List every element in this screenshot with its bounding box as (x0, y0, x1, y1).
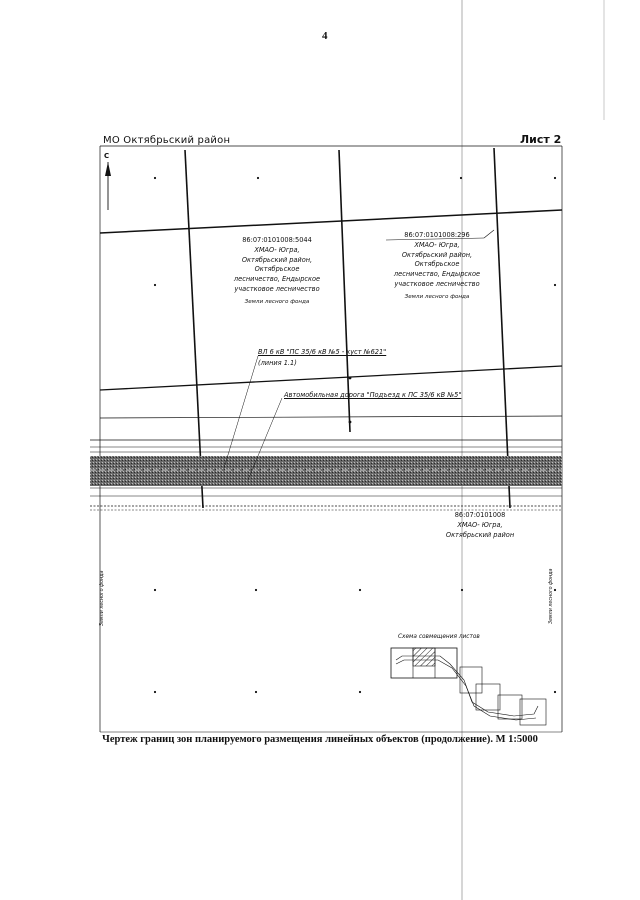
land-category-vertical-left: Земли лесного фонда (100, 570, 105, 626)
parcel-number: 86:07:0101008:5044 (242, 236, 312, 244)
quarter-label (432, 511, 528, 540)
parcel-number: 86:07:0101008:296 (404, 231, 470, 239)
boundary-line-mid (100, 366, 562, 390)
north-letter: С (104, 152, 110, 160)
parcel-address-line: лесничество, Ендырское (233, 275, 321, 284)
boundary-line-top (100, 210, 562, 233)
quarter-number: 86:07:0101008 (454, 511, 506, 519)
region-title: МО Октябрьский район (103, 135, 231, 146)
page-number: 4 (322, 30, 328, 42)
quarter-line-1 (185, 150, 203, 508)
parcel-label-296 (378, 231, 496, 303)
sheet-scheme-title: Схема совмещения листов (398, 634, 480, 640)
parcel-address-line: участковое лесничество (394, 279, 480, 288)
parcel-address-line: Октябрьское (414, 260, 460, 269)
power-line-sublabel: (линия 1.1) (258, 359, 297, 367)
parcel-address-line: ХМАО- Югра, (414, 240, 460, 249)
quarter-address-line: ХМАО- Югра, (457, 520, 503, 529)
leader-vl (224, 356, 258, 468)
parcel-address-line: Октябрьский район, (401, 250, 473, 259)
parcel-address-line: лесничество, Ендырское (393, 270, 481, 279)
parcel-label-5044 (222, 236, 332, 308)
land-category-vertical-right: Земли лесного фонда (549, 568, 554, 624)
parcel-address-line: Октябрьское (254, 265, 300, 274)
road-label: Автомобильная дорога "Подъезд к ПС 35/6 кВ №5" (284, 391, 462, 399)
parcel-land-category: Земли лесного фонда (404, 293, 470, 300)
parcel-address-line: ХМАО- Югра, (254, 245, 300, 254)
linear-objects-band (90, 440, 562, 510)
quarter-address-line: Октябрьский район (445, 530, 515, 539)
sheet-layout-scheme (391, 648, 546, 725)
north-arrow-icon (105, 162, 111, 210)
boundary-line-lower (100, 416, 562, 418)
sheet-number: Лист 2 (520, 133, 562, 146)
drawing-caption: Чертеж границ зон планируемого размещения линейных объектов (продолжение). М 1:5000 (102, 734, 538, 745)
parcel-address-line: Октябрьский район, (241, 255, 313, 264)
parcel-address-line: участковое лесничество (234, 284, 320, 293)
quarter-line-2 (339, 150, 350, 432)
quarter-line-3 (494, 148, 510, 508)
parcel-land-category: Земли лесного фонда (244, 298, 310, 305)
power-line-label: ВЛ 6 кВ "ПС 35/6 кВ №5 - куст №621" (258, 348, 387, 356)
